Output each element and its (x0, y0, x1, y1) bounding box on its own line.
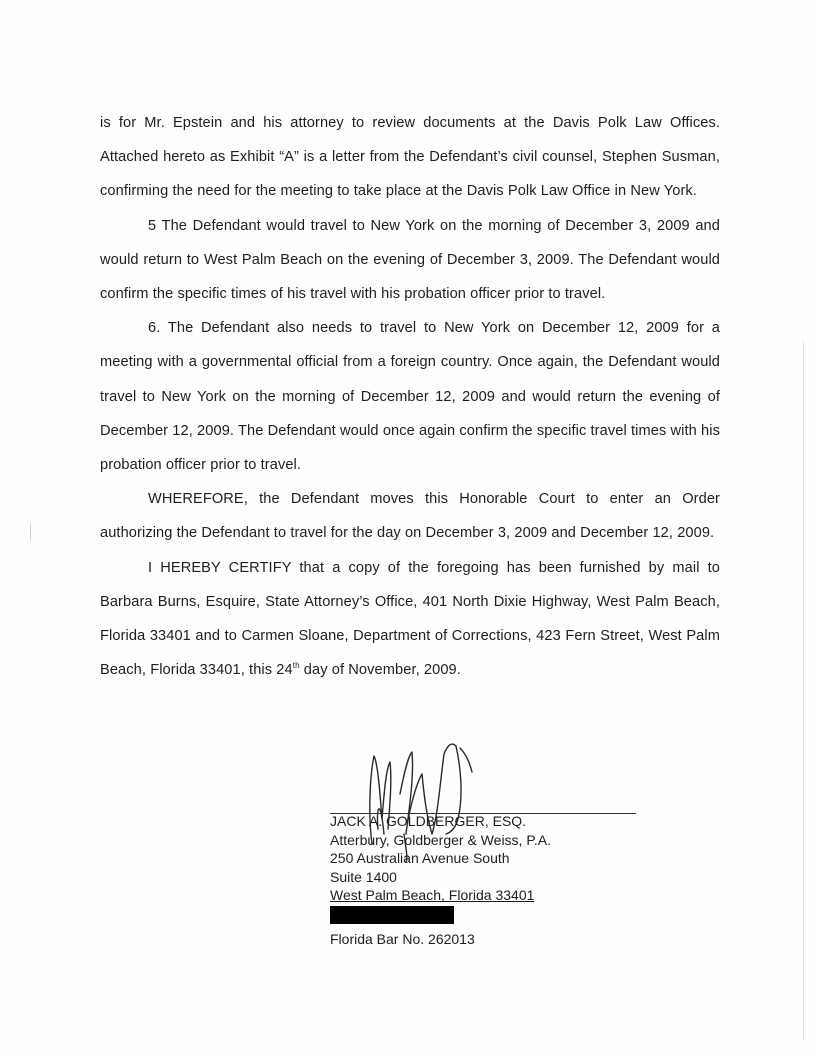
document-body (100, 106, 720, 687)
suite-number: Suite 1400 (330, 868, 397, 885)
firm-name: Atterbury, Goldberger & Weiss, P.A. (330, 831, 551, 848)
paragraph-travel-december-12: 6. The Defendant also needs to travel to New York on December 12, 2009 for a meeting with a governmental official from a foreign country. Once again, the Defendant would travel to New York on the morning of December 12, 2009 and would return the evening of December 12, 2009. The Defendant would once again confirm the specific travel times with his probation officer prior to travel. (100, 320, 720, 474)
street-address: 250 Australian Avenue South (330, 850, 510, 867)
ordinal-suffix: th (292, 661, 300, 671)
paragraph-wherefore: WHEREFORE, the Defendant moves this Honorable Court to enter an Order authorizing the Defendant to travel for the day on December 3, 2009 and December 12, 2009. (100, 491, 720, 542)
paragraph-continuation: is for Mr. Epstein and his attorney to review documents at the Davis Polk Law Offices. Attached hereto as Exhibit “A” is a letter from the Defendant’s civil counsel, Stephen Susman, confirming the need for the meeting to take place at the Davis Polk Law Office in New York. (100, 115, 720, 200)
scan-margin-mark (30, 524, 31, 540)
attorney-name: JACK A. GOLDBERGER, ESQ. (330, 813, 527, 829)
certificate-text: I HEREBY CERTIFY that a copy of the foregoing has been furnished by mail to Barbara Burns, Esquire, State Attorney’s Office, 401 North Dixie Highway, West Palm Beach, Florida 33401 and to Carmen Sloane, Department of Corrections, 423 Fern Street, West Palm Beach, Florida 33401, this 24 (100, 559, 720, 679)
paragraph-travel-december-3: 5 The Defendant would travel to New York on the morning of December 3, 2009 and would return to West Palm Beach on the evening of December 3, 2009. The Defendant would confirm the specific times of his travel with his probation officer prior to travel. (100, 217, 720, 303)
bar-number: Florida Bar No. 262013 (330, 930, 475, 947)
scan-edge-mark (803, 340, 804, 1040)
city-state-zip: West Palm Beach, Florida 33401 (330, 887, 535, 904)
redaction-bar (330, 906, 454, 924)
certificate-date-text: day of November, 2009. (299, 662, 461, 679)
signature-block (330, 812, 640, 949)
certificate-of-service (100, 551, 720, 688)
